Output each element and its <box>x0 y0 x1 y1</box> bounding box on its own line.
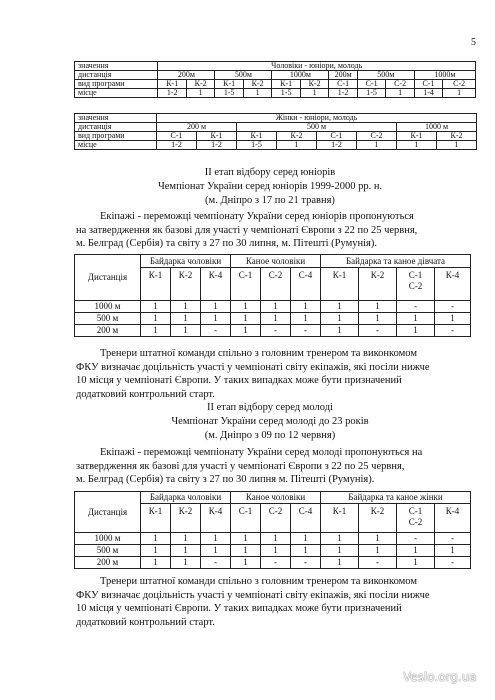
table-cell: 1 <box>171 557 201 569</box>
table-cell: 1 <box>231 533 261 545</box>
row-label: значення <box>75 62 158 71</box>
boat-header <box>397 504 435 533</box>
boat-label: С-2 <box>408 517 423 527</box>
section1-dates: (м. Дніпро з 17 по 21 травня) <box>205 195 335 206</box>
text-line: на затвердження як базові для участі у чемпіонаті Європи з 22 по 25 червня, <box>76 224 418 236</box>
boat-label: С-1 <box>408 270 423 281</box>
distance-cell: 200 м <box>75 325 141 337</box>
table-cell: 1 <box>435 545 471 557</box>
page-number: 5 <box>471 37 476 48</box>
table-row <box>75 80 476 89</box>
section1-title: ІІ етап відбору серед юніорів <box>204 167 336 178</box>
distance-cell: 200 м <box>75 557 141 569</box>
men-results-table <box>74 61 476 98</box>
table-row <box>75 89 476 98</box>
table-row <box>75 545 471 557</box>
table-cell: С-1 <box>414 80 442 89</box>
table-cell: Чоловіки - юніори, молодь <box>158 62 476 71</box>
table-cell: 1 <box>397 313 435 325</box>
boat-header: К-2 <box>359 268 397 301</box>
table-row <box>75 325 471 337</box>
table-cell: 1 <box>231 325 261 337</box>
table-cell: 200м <box>329 71 357 80</box>
table-cell: 1000 м <box>397 123 477 132</box>
table-cell: - <box>435 301 471 313</box>
table-cell: 1 <box>357 141 397 150</box>
row-label: вид програми <box>75 132 157 141</box>
boat-header: К-4 <box>201 504 231 533</box>
boat-header: К-2 <box>171 504 201 533</box>
table-row <box>75 533 471 545</box>
boat-header: С-4 <box>291 504 321 533</box>
table-row <box>75 141 477 150</box>
table-cell: 1 <box>141 533 171 545</box>
table-cell: С-2 <box>386 80 414 89</box>
text-line: додатковий контрольний старт. <box>76 388 215 400</box>
boat-header: К-4 <box>201 268 231 301</box>
table-cell: 1 <box>141 545 171 557</box>
text-line: 10 місця у чемпіонаті Європи. У таких випадках може бути призначений <box>76 375 402 387</box>
boat-header: К-1 <box>141 268 171 301</box>
table-cell: К-2 <box>277 132 317 141</box>
table-cell: К-1 <box>158 80 186 89</box>
table-cell: 1 <box>321 545 359 557</box>
text-line: додатковий контрольний старт. <box>76 616 215 628</box>
text-line: Тренери штатної команди спільно з головним тренером та виконкомом <box>100 348 417 359</box>
table-cell: 1 <box>321 325 359 337</box>
table-cell: С-1 <box>317 132 357 141</box>
row-label: місце <box>75 141 157 150</box>
boat-header: С-1 <box>231 268 261 301</box>
table-row <box>75 492 471 504</box>
women-results-table <box>74 113 477 150</box>
juniors-selection-table <box>74 254 471 337</box>
table-cell: 1 <box>201 301 231 313</box>
table-cell: Жінки - юніори, молодь <box>157 114 477 123</box>
group-header: Байдарка та каное жінки <box>321 492 471 504</box>
table-row <box>75 71 476 80</box>
table-cell: 1 <box>397 545 435 557</box>
text-line: ФКУ визначає доцільність участі у чемпіонаті світу екіпажів, які посіли нижче <box>76 589 430 601</box>
boat-label: С-1 <box>408 506 423 516</box>
table-cell: 1 <box>321 313 359 325</box>
distance-cell: 500 м <box>75 545 141 557</box>
section2-paragraph-1 <box>76 446 472 487</box>
table-cell: 1 <box>261 533 291 545</box>
boat-header: С-1 <box>231 504 261 533</box>
watermark: Veslo.org.ua <box>403 670 477 684</box>
table-cell: - <box>201 325 231 337</box>
table-cell: 1 <box>261 301 291 313</box>
table-cell: С-2 <box>443 80 476 89</box>
table-cell: - <box>291 557 321 569</box>
boat-header: К-1 <box>321 268 359 301</box>
table-cell: 1 <box>231 545 261 557</box>
table-cell: - <box>291 325 321 337</box>
boat-header <box>397 268 435 301</box>
table-cell: К-2 <box>300 80 328 89</box>
text-line: Екіпажі - переможці чемпіонату України серед молоді пропонуються на <box>100 447 423 458</box>
text-line: Екіпажі - переможці чемпіонату України серед юніорів пропонуються <box>100 211 414 222</box>
table-row <box>75 114 477 123</box>
table-row <box>75 62 476 71</box>
table-cell: 1 <box>201 313 231 325</box>
table-cell: К-1 <box>397 132 437 141</box>
text-line: Тренери штатної команди спільно з головним тренером та виконкомом <box>100 576 417 587</box>
section2-title: ІІ етап відбору серед молоді <box>207 402 333 413</box>
distance-cell: 1000 м <box>75 301 141 313</box>
table-row <box>75 313 471 325</box>
table-cell: С-1 <box>357 80 385 89</box>
distance-cell: 500 м <box>75 313 141 325</box>
table-cell: 1 <box>321 557 359 569</box>
table-cell: 1-2 <box>317 141 357 150</box>
table-cell: - <box>261 325 291 337</box>
table-row <box>75 132 477 141</box>
distance-header: Дистанція <box>75 492 141 533</box>
table-cell: 1 <box>141 301 171 313</box>
table-cell: 1 <box>141 313 171 325</box>
table-cell: 200 м <box>157 123 237 132</box>
table-cell: 1 <box>231 301 261 313</box>
table-cell: 1 <box>397 557 435 569</box>
boat-header: К-4 <box>435 504 471 533</box>
table-cell: 1000м <box>272 71 329 80</box>
table-cell: С-1 <box>157 132 197 141</box>
table-cell: К-1 <box>272 80 300 89</box>
table-cell: 1 <box>171 313 201 325</box>
table-cell: 1 <box>359 313 397 325</box>
table-cell: 500м <box>215 71 272 80</box>
table-cell: 1 <box>261 313 291 325</box>
section1-subtitle: Чемпіонат України серед юніорів 1999-2000 рр. н. <box>157 181 383 192</box>
group-header: Байдарка чоловіки <box>141 255 231 268</box>
table-cell: 1 <box>397 141 437 150</box>
table-cell: - <box>261 557 291 569</box>
section2-paragraph-2 <box>76 575 472 629</box>
group-header: Байдарка та каное дівчата <box>321 255 471 268</box>
group-header: Каное чоловіки <box>231 255 321 268</box>
table-cell: К-2 <box>186 80 214 89</box>
table-cell: 1-5 <box>215 89 243 98</box>
table-cell: 1-5 <box>272 89 300 98</box>
table-cell: 1 <box>321 301 359 313</box>
table-cell: 1 <box>397 325 435 337</box>
table-cell: 1 <box>443 89 476 98</box>
table-cell: С-2 <box>357 132 397 141</box>
table-cell: 1 <box>359 545 397 557</box>
text-line: м. Белград (Сербія) та світу з 27 по 30 липня м. Пітешті (Румунія). <box>76 474 375 486</box>
table-cell: 1 <box>171 301 201 313</box>
table-cell: 500м <box>357 71 414 80</box>
table-cell: - <box>435 325 471 337</box>
table-cell: 1-2 <box>157 141 197 150</box>
table-row <box>75 557 471 569</box>
boat-label: С-2 <box>408 281 423 292</box>
table-cell: 1 <box>359 533 397 545</box>
table-cell: 1-5 <box>237 141 277 150</box>
distance-cell: 1000 м <box>75 533 141 545</box>
table-cell: 1 <box>291 301 321 313</box>
table-cell: 1 <box>201 533 231 545</box>
boat-header: К-4 <box>435 268 471 301</box>
table-row <box>75 123 477 132</box>
table-cell: 1 <box>243 89 271 98</box>
table-cell: 1 <box>291 313 321 325</box>
table-cell: 1 <box>359 301 397 313</box>
table-cell: - <box>435 557 471 569</box>
row-label: дистанція <box>75 71 158 80</box>
boat-header: С-2 <box>261 504 291 533</box>
table-cell: 1 <box>435 313 471 325</box>
row-label: значення <box>75 114 157 123</box>
table-cell: 500 м <box>237 123 397 132</box>
table-cell: К-1 <box>237 132 277 141</box>
group-header: Байдарка чоловіки <box>141 492 231 504</box>
table-cell: 1 <box>141 557 171 569</box>
section2-subtitle: Чемпіонат України серед молоді до 23 років <box>171 416 369 427</box>
group-header: Каное чоловіки <box>231 492 321 504</box>
table-cell: 1-2 <box>197 141 237 150</box>
table-cell: 1 <box>141 325 171 337</box>
table-row <box>75 255 471 268</box>
text-line: затвердження як базові для участі у чемпіонаті Європи з 22 по 25 червня, <box>76 460 405 472</box>
section1-paragraph-1 <box>76 210 472 251</box>
youth-selection-table <box>74 491 471 569</box>
row-label: дистанція <box>75 123 157 132</box>
table-cell: 1 <box>437 141 477 150</box>
table-cell: 1-2 <box>158 89 186 98</box>
table-cell: 1 <box>231 313 261 325</box>
row-label: місце <box>75 89 158 98</box>
table-cell: 1 <box>171 545 201 557</box>
table-cell: 200м <box>158 71 215 80</box>
table-cell: 1000м <box>414 71 475 80</box>
table-cell: - <box>201 557 231 569</box>
table-cell: 1-4 <box>414 89 442 98</box>
table-cell: 1-2 <box>329 89 357 98</box>
text-line: м. Белград (Сербія) та світу з 27 по 30 липня, м. Пітешті (Румунія). <box>76 238 378 250</box>
table-cell: 1 <box>300 89 328 98</box>
section1-paragraph-2 <box>76 347 472 401</box>
table-cell: - <box>397 301 435 313</box>
distance-header: Дистанція <box>75 255 141 301</box>
boat-header: К-1 <box>141 504 171 533</box>
table-cell: С-1 <box>329 80 357 89</box>
table-cell: 1 <box>291 545 321 557</box>
table-cell: 1 <box>186 89 214 98</box>
table-cell: 1 <box>171 533 201 545</box>
table-cell: К-2 <box>243 80 271 89</box>
table-cell: К-1 <box>215 80 243 89</box>
row-label: вид програми <box>75 80 158 89</box>
boat-header: К-1 <box>321 504 359 533</box>
text-line: 10 місця у чемпіонаті Європи. У таких випадках може бути призначений <box>76 603 402 615</box>
table-cell: - <box>435 533 471 545</box>
table-cell: 1 <box>201 545 231 557</box>
table-cell: - <box>359 557 397 569</box>
table-cell: - <box>359 325 397 337</box>
table-cell: - <box>397 533 435 545</box>
table-cell: 1 <box>171 325 201 337</box>
table-cell: 1 <box>321 533 359 545</box>
section2-dates: (м. Дніпро з 09 по 12 червня) <box>204 430 336 441</box>
text-line: ФКУ визначає доцільність участі у чемпіонаті світу екіпажів, які посіли нижче <box>76 361 430 373</box>
table-row <box>75 301 471 313</box>
table-cell: 1 <box>277 141 317 150</box>
table-cell: 1 <box>291 533 321 545</box>
table-cell: 1 <box>231 557 261 569</box>
table-cell: 1 <box>386 89 414 98</box>
table-cell: К-1 <box>197 132 237 141</box>
boat-header: К-2 <box>171 268 201 301</box>
table-cell: К-2 <box>437 132 477 141</box>
boat-header: С-4 <box>291 268 321 301</box>
table-cell: 1 <box>261 545 291 557</box>
boat-header: С-2 <box>261 268 291 301</box>
table-cell: 1-5 <box>357 89 385 98</box>
boat-header: К-2 <box>359 504 397 533</box>
